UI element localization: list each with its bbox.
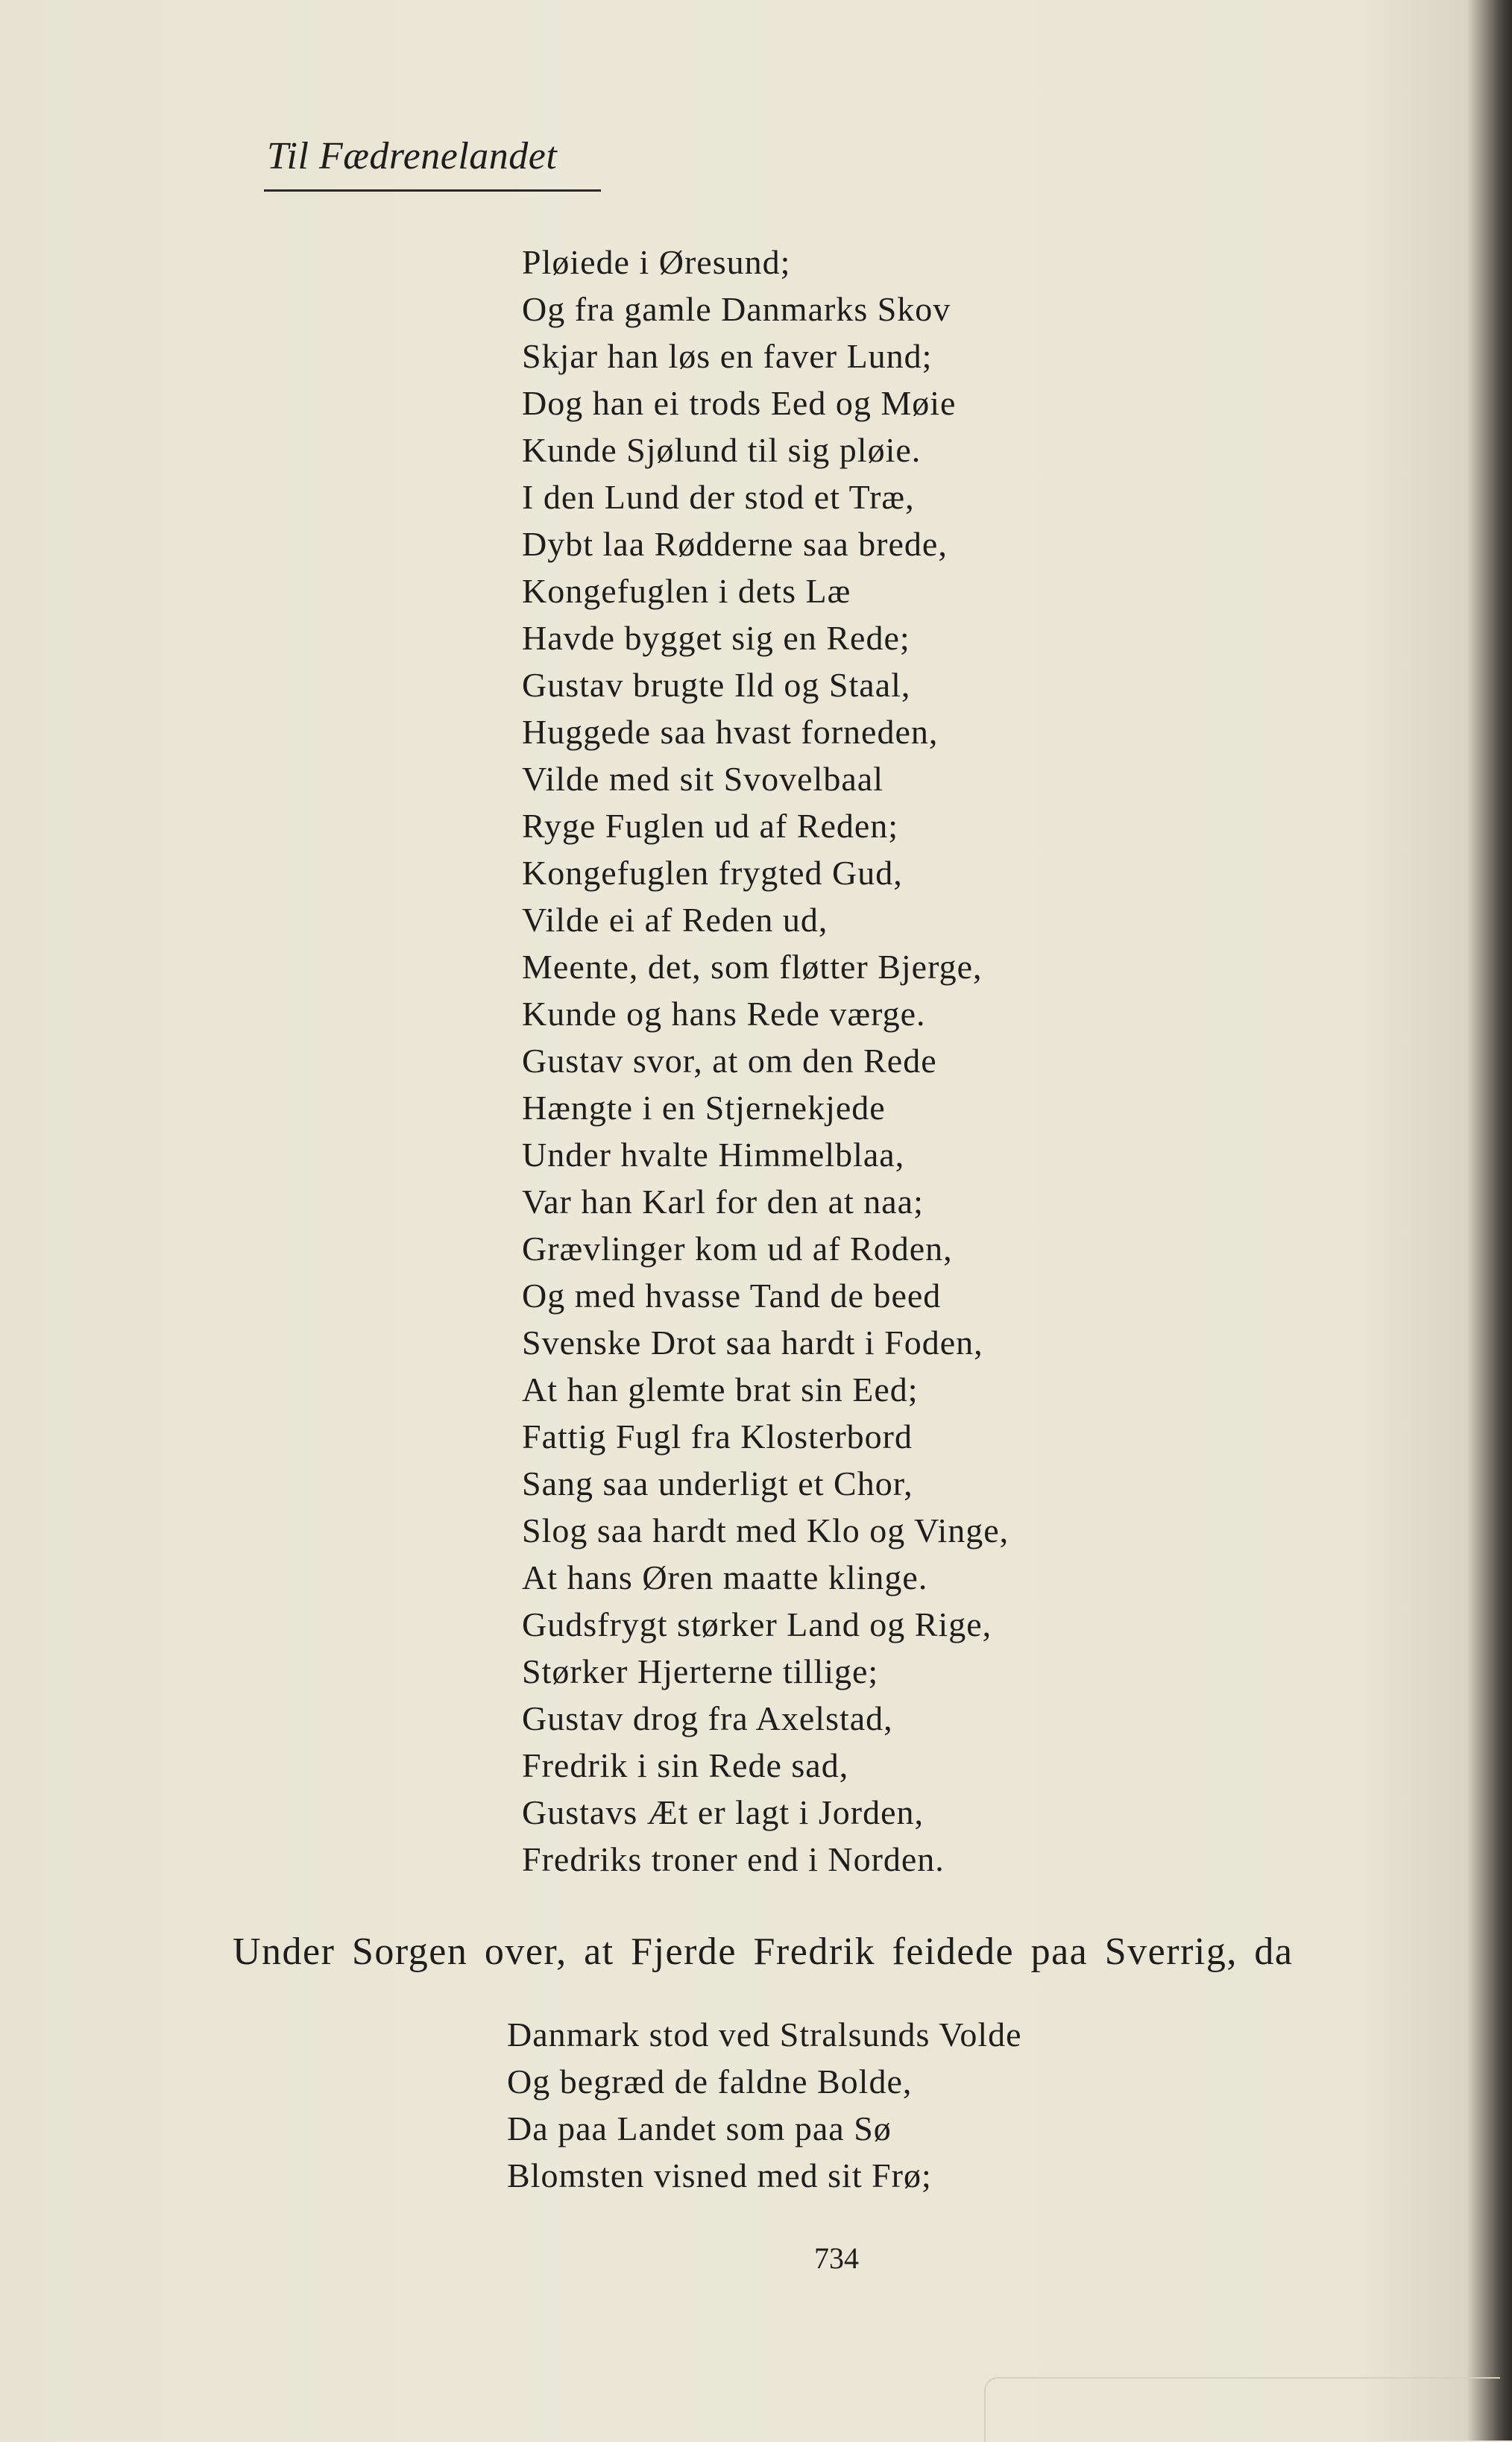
verse-line: Under hvalte Himmelblaa, [522, 1136, 905, 1174]
verse-line: Svenske Drot saa hardt i Foden, [522, 1324, 983, 1362]
verse-line: Og med hvasse Tand de beed [522, 1277, 942, 1315]
verse-line: Dybt laa Rødderne saa brede, [522, 525, 948, 563]
verse-line: Vilde med sit Svovelbaal [522, 760, 883, 798]
verse-line: Gudsfrygt størker Land og Rige, [522, 1605, 992, 1643]
verse-line: Gustav svor, at om den Rede [522, 1042, 937, 1080]
verse-line: Vilde ei af Reden ud, [522, 901, 828, 939]
verse-line: Gustav brugte Ild og Staal, [522, 666, 911, 704]
verse-line: Og fra gamle Danmarks Skov [522, 290, 951, 328]
poem-stanza-2 [507, 2011, 1022, 2199]
verse-line: Gustav drog fra Axelstad, [522, 1699, 893, 1737]
verse-line: Gustavs Æt er lagt i Jorden, [522, 1793, 924, 1831]
poem-stanza-1 [522, 239, 1009, 1883]
verse-line: Var han Karl for den at naa; [522, 1183, 924, 1221]
verse-line: Huggede saa hvast forneden, [522, 713, 939, 751]
verse-line: Kunde Sjølund til sig pløie. [522, 431, 922, 469]
verse-line: Fredriks troner end i Norden. [522, 1840, 945, 1878]
poem-heading: Under Sorgen over, at Fjerde Fredrik feidede paa Sverrig, da [233, 1930, 1294, 1973]
page-number: 734 [814, 2241, 859, 2275]
verse-line: Skjar han løs en faver Lund; [522, 337, 933, 375]
verse-line: Og begræd de faldne Bolde, [507, 2062, 913, 2100]
verse-line: Blomsten visned med sit Frø; [507, 2156, 932, 2194]
verse-line: At hans Øren maatte klinge. [522, 1558, 928, 1596]
verse-line: Slog saa hardt med Klo og Vinge, [522, 1511, 1009, 1549]
verse-line: Pløiede i Øresund; [522, 243, 791, 281]
verse-line: Sang saa underligt et Chor, [522, 1464, 913, 1502]
page-corner-shadow [984, 2377, 1500, 2442]
running-head-rule [264, 189, 601, 192]
verse-line: Dog han ei trods Eed og Møie [522, 384, 957, 422]
verse-line: Kongefuglen i dets Læ [522, 572, 851, 610]
verse-line: Størker Hjerterne tillige; [522, 1652, 879, 1690]
verse-line: Grævlinger kom ud af Roden, [522, 1230, 953, 1268]
verse-line: Ryge Fuglen ud af Reden; [522, 807, 899, 845]
running-head: Til Fædrenelandet [267, 135, 558, 177]
verse-line: Fattig Fugl fra Klosterbord [522, 1417, 913, 1456]
verse-line: At han glemte brat sin Eed; [522, 1371, 919, 1409]
verse-line: Da paa Landet som paa Sø [507, 2109, 892, 2147]
verse-line: Hængte i en Stjernekjede [522, 1089, 886, 1127]
verse-line: Havde bygget sig en Rede; [522, 619, 910, 657]
verse-line: I den Lund der stod et Træ, [522, 478, 915, 516]
verse-line: Fredrik i sin Rede sad, [522, 1746, 849, 1784]
verse-line: Kunde og hans Rede værge. [522, 995, 926, 1033]
verse-line: Meente, det, som fløtter Bjerge, [522, 948, 983, 986]
verse-line: Kongefuglen frygted Gud, [522, 854, 903, 892]
verse-line: Danmark stod ved Stralsunds Volde [507, 2015, 1022, 2054]
